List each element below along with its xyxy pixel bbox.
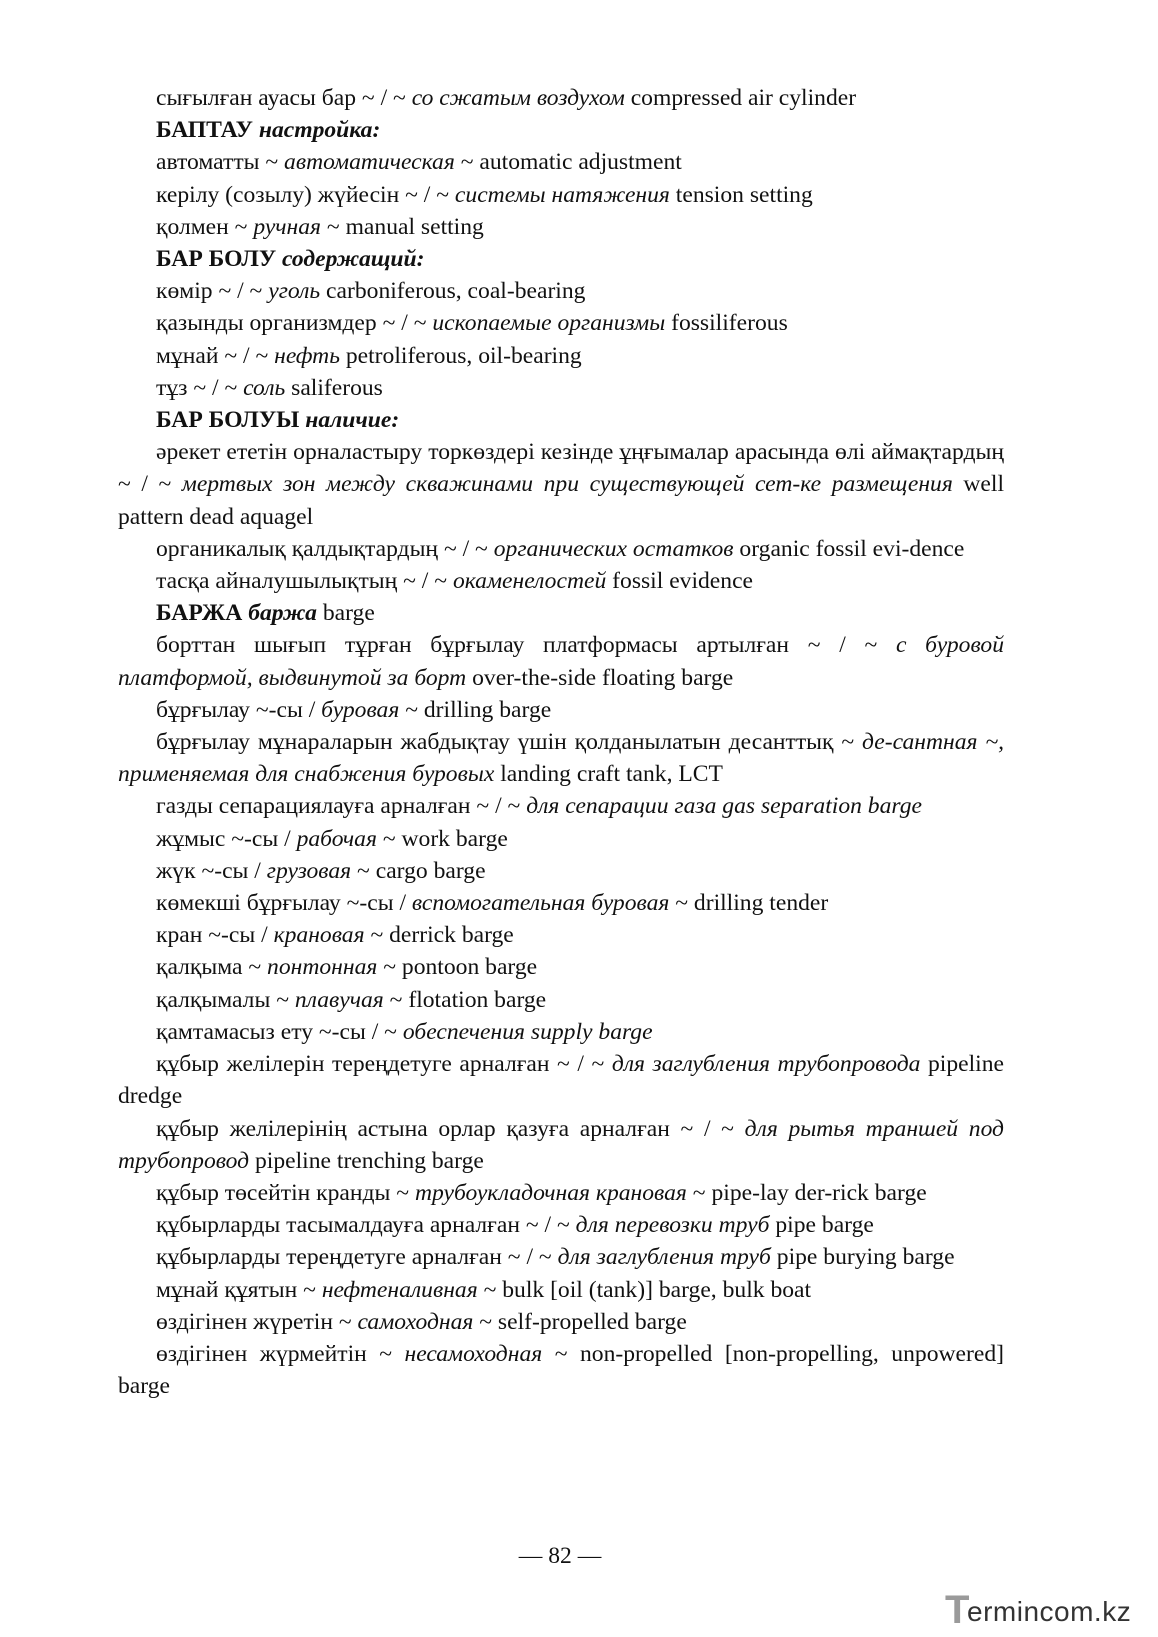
text-segment: ~ cargo barge [351, 857, 486, 884]
translation-ru: для заглубления труб [557, 1244, 771, 1271]
translation-ru: органических остатков [493, 535, 734, 562]
entry-line [118, 919, 1004, 951]
translation-ru: крановая [273, 922, 365, 949]
entry-line [118, 1274, 1004, 1306]
translation-ru: с буровой платформой, выдвинутой за борт [118, 632, 1004, 691]
text-segment: құбыр желілерінің астына орлар қазуға арналған ~ / ~ [156, 1115, 745, 1142]
entry-line [118, 1177, 1004, 1209]
translation-ru: автоматическая [284, 149, 455, 176]
entry-line [118, 565, 1004, 597]
dictionary-page [118, 82, 1004, 1402]
text-segment: бұрғылау ~-сы / [156, 696, 322, 723]
text-segment: ~ automatic adjustment [454, 149, 682, 176]
text-segment: ~ pontoon barge [377, 954, 538, 981]
text-segment: керілу (созылу) жүйесін ~ / ~ [156, 181, 455, 208]
text-segment: құбырларды тасымалдауға арналған ~ / ~ [156, 1212, 576, 1239]
text-segment: мұнай ~ / ~ [156, 342, 275, 369]
text-segment: tension setting [669, 181, 813, 208]
text-segment: автоматты ~ [156, 149, 285, 176]
text-segment: құбыр төсейтін кранды ~ [156, 1179, 415, 1206]
termincom-logo [945, 1588, 1145, 1632]
text-segment: сығылған ауасы бар ~ / ~ [156, 85, 412, 111]
text-segment: fossiliferous [665, 310, 788, 337]
entry-line [118, 179, 1004, 211]
headword-line [118, 597, 1004, 629]
translation-ru: нефть [274, 342, 340, 369]
entry-line [118, 1048, 1004, 1112]
text-segment: over-the-side floating barge [466, 664, 734, 691]
text-segment: pipe barge [769, 1212, 874, 1239]
entry-line [118, 887, 1004, 919]
entry-line [118, 1338, 1004, 1402]
headword-line [118, 114, 1004, 146]
entry-line [118, 984, 1004, 1016]
text-segment: ~ drilling tender [669, 890, 829, 917]
text-segment: қолмен ~ [156, 213, 254, 240]
text-segment: жұмыс ~-сы / [156, 825, 297, 852]
headword-line [118, 404, 1004, 436]
text-segment: pipeline dredge [118, 1051, 1004, 1110]
entry-line [118, 726, 1004, 790]
translation-ru: несамоходная [404, 1340, 543, 1367]
entry-line [118, 372, 1004, 404]
headword-kk: БАР БОЛУЫ [156, 407, 306, 434]
text-segment: pipeline trenching barge [249, 1147, 484, 1174]
text-segment: petroliferous, oil-bearing [339, 342, 582, 369]
entry-line [118, 307, 1004, 339]
entry-line [118, 855, 1004, 887]
text-segment: құбыр желілерін тереңдетуге арналған ~ / ~ [156, 1051, 612, 1078]
text-segment: compressed air cylinder [624, 85, 857, 111]
translation-ru: плавучая [294, 986, 384, 1013]
text-segment: pipe burying barge [770, 1244, 955, 1271]
text-segment: органикалық қалдықтардың ~ / ~ [156, 535, 494, 562]
text-segment: қамтамасыз ету ~-сы / ~ [156, 1018, 403, 1045]
entry-line [118, 275, 1004, 307]
translation-ru: системы натяжения [454, 181, 670, 208]
text-segment: ~ work barge [376, 825, 508, 852]
translation-ru: для рытья траншей под трубопровод [118, 1115, 1004, 1174]
text-segment: ~ flotation barge [383, 986, 547, 1013]
text-segment: тасқа айналушылықтың ~ / ~ [156, 568, 453, 595]
entry-line [118, 629, 1004, 693]
entry-line [118, 1241, 1004, 1273]
translation-ru: для заглубления трубопровода [611, 1051, 921, 1078]
translation-ru: вспомогательная буровая [411, 890, 670, 917]
entry-line [118, 1016, 1004, 1048]
entry-line [118, 146, 1004, 178]
entry-line [118, 340, 1004, 372]
entry-line [118, 1306, 1004, 1338]
translation-ru: со сжатым воздухом [411, 85, 625, 111]
text-segment: көмір ~ / ~ [156, 278, 269, 305]
translation-ru: уголь [268, 278, 321, 305]
translation-ru: окаменелостей [452, 568, 607, 595]
translation-ru: понтонная [267, 954, 378, 981]
text-segment: қазынды организмдер ~ / ~ [156, 310, 433, 337]
text-segment: fossil evidence [606, 568, 754, 595]
headword-ru: баржа [248, 600, 317, 627]
translation-ru: трубоукладочная крановая [414, 1179, 687, 1206]
headword-kk: БАР БОЛУ [156, 246, 283, 273]
translation-ru: ископаемые организмы [432, 310, 666, 337]
text-segment: ~ drilling barge [399, 696, 552, 723]
entry-line [118, 790, 1004, 822]
entry-line [118, 533, 1004, 565]
text-segment: борттан шығып тұрған бұрғылау платформасы артылған ~ / ~ [156, 632, 896, 659]
translation-ru: мертвых зон между скважинами при существующей сет-ке размещения [181, 471, 953, 498]
translation-ru: де-сантная ~, применяемая для снабжения буровых [118, 729, 1004, 788]
translation-ru: самоходная [357, 1308, 474, 1335]
text-segment: мұнай құятын ~ [156, 1276, 322, 1303]
entry-line [118, 211, 1004, 243]
text-segment: organic fossil evi-dence [733, 535, 965, 562]
text-segment: landing craft tank, LCT [494, 761, 723, 788]
translation-ru: грузовая [266, 857, 352, 884]
text-segment: қалқымалы ~ [156, 986, 295, 1013]
text-segment: бұрғылау мұнараларын жабдықтау үшін қолданылатын десанттық ~ [156, 729, 863, 756]
headword-kk: БАПТАУ [156, 117, 259, 144]
text-segment: көмекші бұрғылау ~-сы / [156, 890, 412, 917]
text-segment: өздігінен жүрмейтін ~ [156, 1340, 405, 1367]
text-segment: ~ derrick barge [364, 922, 514, 949]
text-segment: ~ pipe-lay der-rick barge [686, 1179, 927, 1206]
text-segment: құбырларды тереңдетуге арналған ~ / ~ [156, 1244, 558, 1271]
entry-line [118, 951, 1004, 983]
translation-ru: нефтеналивная [321, 1276, 478, 1303]
translation-ru: буровая [321, 696, 400, 723]
logo-initial: T [945, 1588, 970, 1632]
translation-ru: для перевозки труб [575, 1212, 770, 1239]
text-segment: кран ~-сы / [156, 922, 274, 949]
logo-text: ermincom.kz [967, 1596, 1132, 1627]
entry-line [118, 82, 1004, 114]
translation-ru: рабочая [296, 825, 377, 852]
text-segment: жүк ~-сы / [156, 857, 267, 884]
entry-line [118, 436, 1004, 533]
headword-kk: БАРЖА [156, 600, 249, 627]
text-segment: ~ non-propelled [non-propelling, unpowered] barge [118, 1340, 1004, 1400]
entry-line [118, 823, 1004, 855]
entry-line [118, 1209, 1004, 1241]
translation-ru: соль [243, 374, 286, 401]
text-segment: ~ bulk [oil (tank)] barge, bulk boat [477, 1276, 812, 1303]
headword-ru: настройка: [258, 117, 381, 144]
translation-ru: ручная [253, 213, 322, 240]
text-segment: газды сепарациялауға арналған ~ / ~ [156, 793, 527, 820]
text-segment: ~ manual setting [321, 213, 484, 240]
text-segment: saliferous [285, 374, 383, 401]
headword-ru: наличие: [305, 407, 400, 434]
page-number: — 82 — [518, 1543, 602, 1569]
text-segment: өздігінен жүретін ~ [156, 1308, 358, 1335]
text-segment: қалқыма ~ [156, 954, 268, 981]
text-segment: well pattern dead aquagel [118, 471, 1004, 530]
text-segment: barge [316, 600, 375, 627]
text-segment: ~ self-propelled barge [473, 1308, 687, 1335]
entry-line [118, 694, 1004, 726]
headword-ru: содержащий: [282, 246, 425, 273]
entry-line [118, 1113, 1004, 1177]
translation-ru: для сепарации газа gas separation barge [526, 793, 922, 820]
text-segment: әрекет ететін орналастыру торкөздері кезінде ұңғымалар арасында өлі аймақтардың ~ / ~ [118, 439, 1004, 498]
headword-line [118, 243, 1004, 275]
text-segment: тұз ~ / ~ [156, 374, 244, 401]
translation-ru: обеспечения supply barge [402, 1018, 653, 1045]
text-segment: carboniferous, coal-bearing [320, 278, 586, 305]
